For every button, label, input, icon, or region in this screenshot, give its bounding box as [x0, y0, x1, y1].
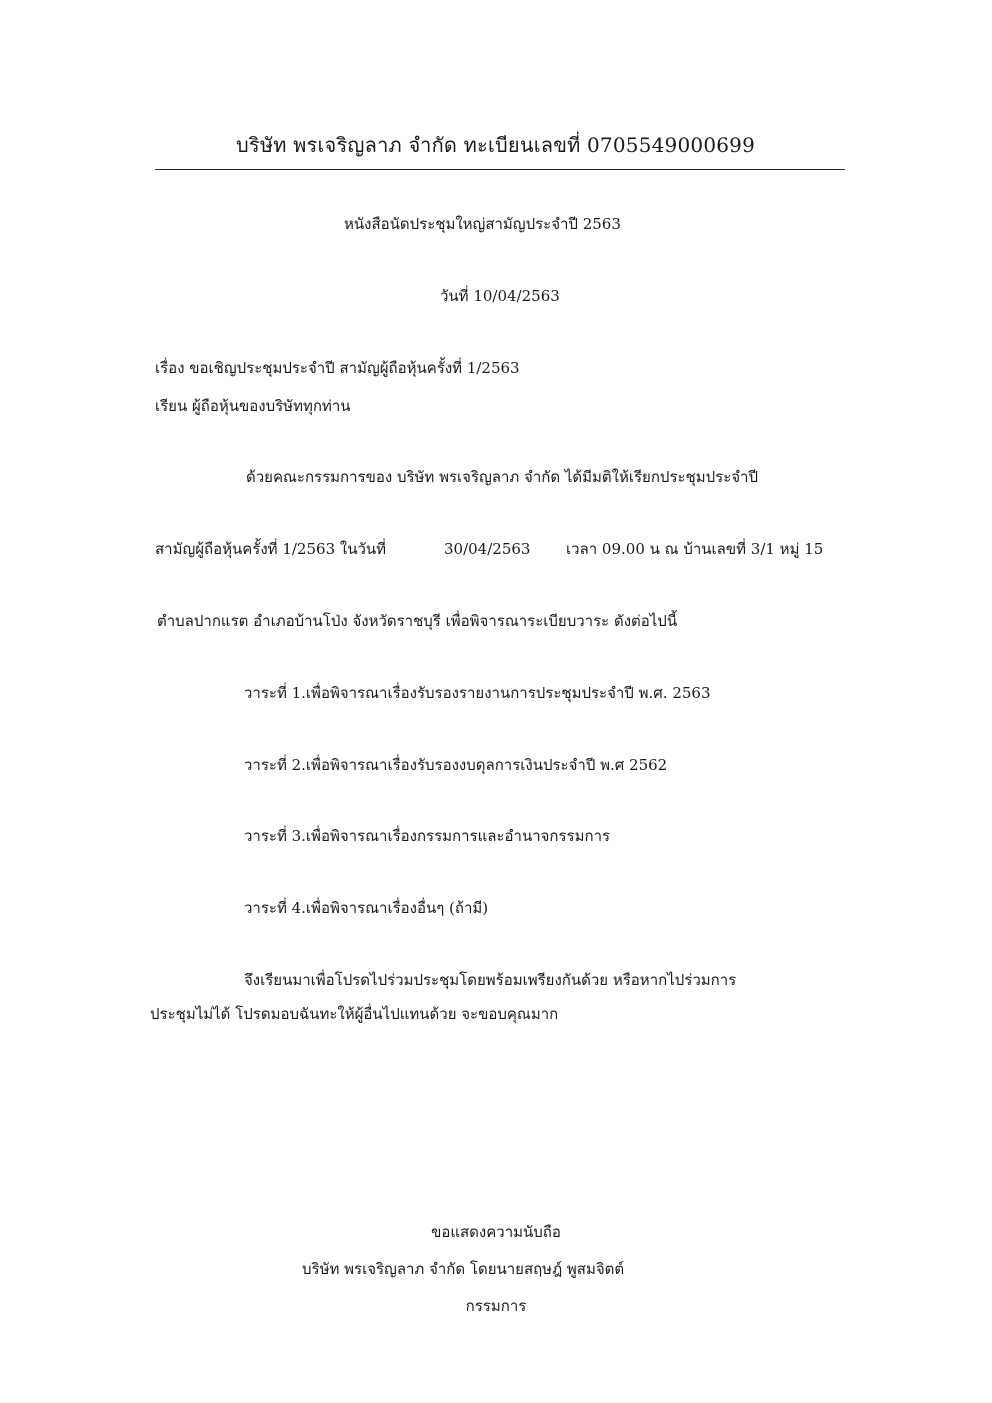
- agenda-item-1: วาระที่ 1.เพื่อพิจารณาเรื่องรับรองรายงานการประชุมประจำปี พ.ศ. 2563: [244, 684, 711, 702]
- agenda-item-3: วาระที่ 3.เพื่อพิจารณาเรื่องกรรมการและอำนาจกรรมการ: [244, 827, 611, 845]
- notice-subject: เรื่อง ขอเชิญประชุมประจำปี สามัญผู้ถือหุ้นครั้งที่ 1/2563: [155, 359, 520, 377]
- intro-line-3: ตำบลปากแรต อำเภอบ้านโป่ง จังหวัดราชบุรี เพื่อพิจารณาระเบียบวาระ ดังต่อไปนี้: [157, 612, 678, 630]
- signature-position: กรรมการ: [465, 1297, 527, 1315]
- notice-date: วันที่ 10/04/2563: [440, 287, 560, 305]
- signature-regards: ขอแสดงความนับถือ: [431, 1223, 561, 1241]
- closing-line-2: ประชุมไม่ได้ โปรดมอบฉันทะให้ผู้อื่นไปแทนด้วย จะขอบคุณมาก: [150, 1005, 559, 1023]
- company-header: บริษัท พรเจริญลาภ จำกัด ทะเบียนเลขที่ 0705549000699: [236, 133, 756, 157]
- meeting-date: 30/04/2563: [444, 540, 531, 558]
- agenda-item-2: วาระที่ 2.เพื่อพิจารณาเรื่องรับรองงบดุลการเงินประจำปี พ.ศ 2562: [244, 756, 668, 774]
- notice-title: หนังสือนัดประชุมใหญ่สามัญประจำปี 2563: [344, 215, 621, 233]
- closing-line-1: จึงเรียนมาเพื่อโปรดไปร่วมประชุมโดยพร้อมเพรียงกันด้วย หรือหากไปร่วมการ: [244, 971, 737, 989]
- header-divider: [155, 169, 845, 170]
- notice-recipient: เรียน ผู้ถือหุ้นของบริษัททุกท่าน: [155, 397, 351, 415]
- intro-line-1: ด้วยคณะกรรมการของ บริษัท พรเจริญลาภ จำกัด ได้มีมติให้เรียกประชุมประจำปี: [246, 468, 758, 486]
- intro-line-2a: สามัญผู้ถือหุ้นครั้งที่ 1/2563 ในวันที่: [155, 540, 387, 558]
- agenda-item-4: วาระที่ 4.เพื่อพิจารณาเรื่องอื่นๆ (ถ้ามี): [244, 899, 489, 917]
- intro-line-2b: เวลา 09.00 น ณ บ้านเลขที่ 3/1 หมู่ 15: [566, 540, 824, 558]
- signature-signatory: บริษัท พรเจริญลาภ จำกัด โดยนายสฤษฎ์ พูสมจิตต์: [302, 1260, 625, 1278]
